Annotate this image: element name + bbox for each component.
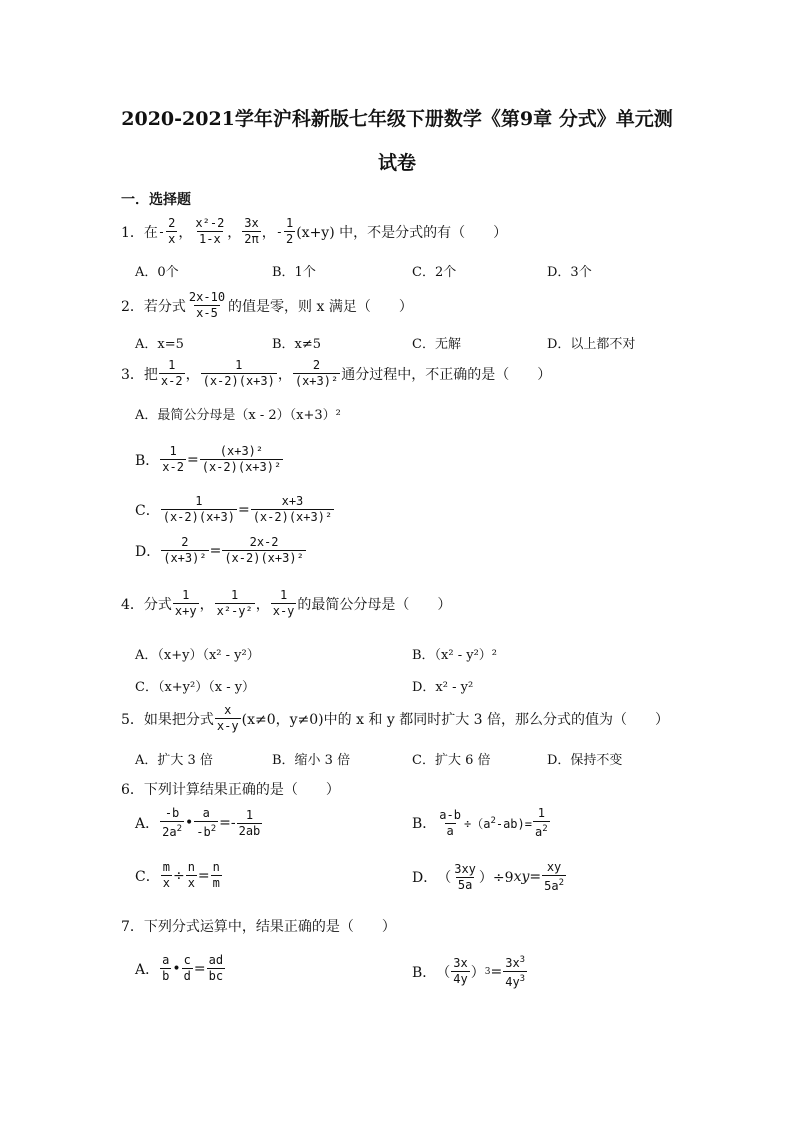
title-line-2: 试卷 (377, 152, 416, 174)
q1-number: 1．在 (121, 224, 158, 241)
q2-prefix: 2．若分式 (121, 298, 186, 315)
q1-fraction-2: $\frac{\text{x²-2}}{1-x}$ (195, 216, 225, 246)
q7-option-a: A． $\frac{a}{b}$ • $\frac{c}{d}$ = $\frac{ad}{bc}$ (135, 953, 224, 983)
q5-prefix: 5．如果把分式 (121, 711, 214, 728)
q2-tail: 的值是零，则 x 满足（ ） (228, 298, 413, 315)
q4-prefix: 4．分式 (121, 596, 172, 613)
q4-option-c: C．（x+y²）（x - y） (135, 680, 256, 695)
q1-fraction-4: $\frac{1}{2}$ (285, 216, 294, 246)
q3-option-d: D． $\frac{2}{\text{(x+3)²}}$ = $\frac{2x-2}{\text{(x-2)(x+3)²}}$ (135, 535, 304, 565)
q5-option-a: A．扩大 3 倍 (135, 753, 213, 768)
q1-fraction-1: $\frac{2}{x}$ (168, 216, 176, 246)
q2-option-c: C．无解 (412, 337, 461, 352)
question-3: 3．把 $\frac{1}{x-2}$ ， $\frac{1}{(x-2)(x+3)}$ ， $\frac{2}{\text{(x+3)²}}$ 通分过程中，不正确的是（ ） (121, 358, 552, 388)
q1-option-d: D．3个 (547, 265, 592, 280)
q1-option-c: C．2个 (412, 265, 457, 280)
q1-option-a: A．0个 (135, 265, 179, 280)
q2-option-d: D．以上都不对 (547, 337, 636, 352)
q1-tail: (x+y) 中，不是分式的有（ ） (296, 224, 508, 241)
q3-prefix: 3．把 (121, 366, 158, 383)
q4-fraction-1: $\frac{1}{x+y}$ (174, 588, 197, 618)
q4-tail: 的最简公分母是（ ） (297, 596, 452, 613)
q6-option-a: A． $\frac{-b}{2a^2}$ • $\frac{a}{-b^2}$ =- $\frac{1}{2ab}$ (135, 806, 261, 839)
q3-fraction-3: $\frac{2}{\text{(x+3)²}}$ (294, 358, 339, 388)
question-1: 1．在 - $\frac{2}{x}$ ， $\frac{\text{x²-2}}{1-x}$ ， $\frac{3x}{2\pi}$ ， - $\frac{1}{2}$ (x+y) 中，不是分式的有（ ） (121, 216, 508, 246)
question-2 (121, 290, 413, 321)
q5-option-b: B．缩小 3 倍 (272, 753, 351, 768)
q3-tail: 通分过程中，不正确的是（ ） (341, 366, 552, 383)
question-7: 7．下列分式运算中，结果正确的是（ ） (121, 919, 396, 935)
q4-option-d: D．x² - y² (412, 680, 474, 695)
question-4: 4．分式 $\frac{1}{x+y}$ ， $\frac{1}{\text{x²-y²}}$ ， $\frac{1}{x-y}$ 的最简公分母是（ ） (121, 588, 452, 618)
q3-option-b: B． $\frac{1}{x-2}$ = $\frac{\text{(x+3)²}}{\text{(x-2)(x+3)²}}$ (135, 444, 282, 474)
q6-option-d: D． （ $\frac{3xy}{5a}$ ）÷9 xy = $\frac{xy}{5a^2}$ (412, 860, 564, 893)
q2-option-b: B．x≠5 (272, 337, 322, 352)
q1-fraction-3: $\frac{3x}{2\pi}$ (244, 216, 259, 246)
q3-option-a: A．最简公分母是（x - 2）（x+3）² (135, 408, 341, 423)
q5-tail: (x≠0，y≠0)中的 x 和 y 都同时扩大 3 倍，那么分式的值为（ ） (241, 711, 670, 728)
q4-option-a: A．（x+y）（x² - y²） (135, 648, 260, 663)
q3-fraction-2: $\frac{1}{(x-2)(x+3)}$ (202, 358, 275, 388)
q6-option-c: C． $\frac{m}{x}$ ÷ $\frac{n}{x}$ = $\frac{n}{m}$ (135, 860, 220, 890)
q2-fraction: $\frac{2x-10}{x-5}$ (188, 290, 226, 320)
section-heading: 一．选择题 (121, 192, 191, 208)
question-5 (121, 703, 669, 734)
q5-option-c: C．扩大 6 倍 (412, 753, 491, 768)
question-6: 6．下列计算结果正确的是（ ） (121, 782, 340, 798)
q4-option-b: B．（x² - y²）² (412, 648, 498, 663)
q5-option-d: D．保持不变 (547, 753, 623, 768)
q1-option-b: B．1个 (272, 265, 316, 280)
q3-fraction-1: $\frac{1}{x-2}$ (160, 358, 183, 388)
q2-option-a: A．x=5 (135, 337, 184, 352)
title-line-1: 2020-2021学年沪科新版七年级下册数学《第9章 分式》单元测 (121, 108, 673, 130)
q4-fraction-3: $\frac{1}{x-y}$ (272, 588, 295, 618)
q4-fraction-2: $\frac{1}{\text{x²-y²}}$ (216, 588, 253, 618)
q7-option-b: B． （ $\frac{3x}{4y}$ ） 3 = $\frac{3x^3}{4y^3}$ (412, 955, 526, 989)
q5-fraction: $\frac{x}{x-y}$ (216, 703, 239, 733)
q6-option-b: B． $\frac{a-b}{a}$ $\div(a^2-ab)=$ $\frac{1}{a^2}$ (412, 806, 548, 839)
q3-option-c: C． $\frac{1}{(x-2)(x+3)}$ = $\frac{x+3}{\text{(x-2)(x+3)²}}$ (135, 494, 333, 524)
